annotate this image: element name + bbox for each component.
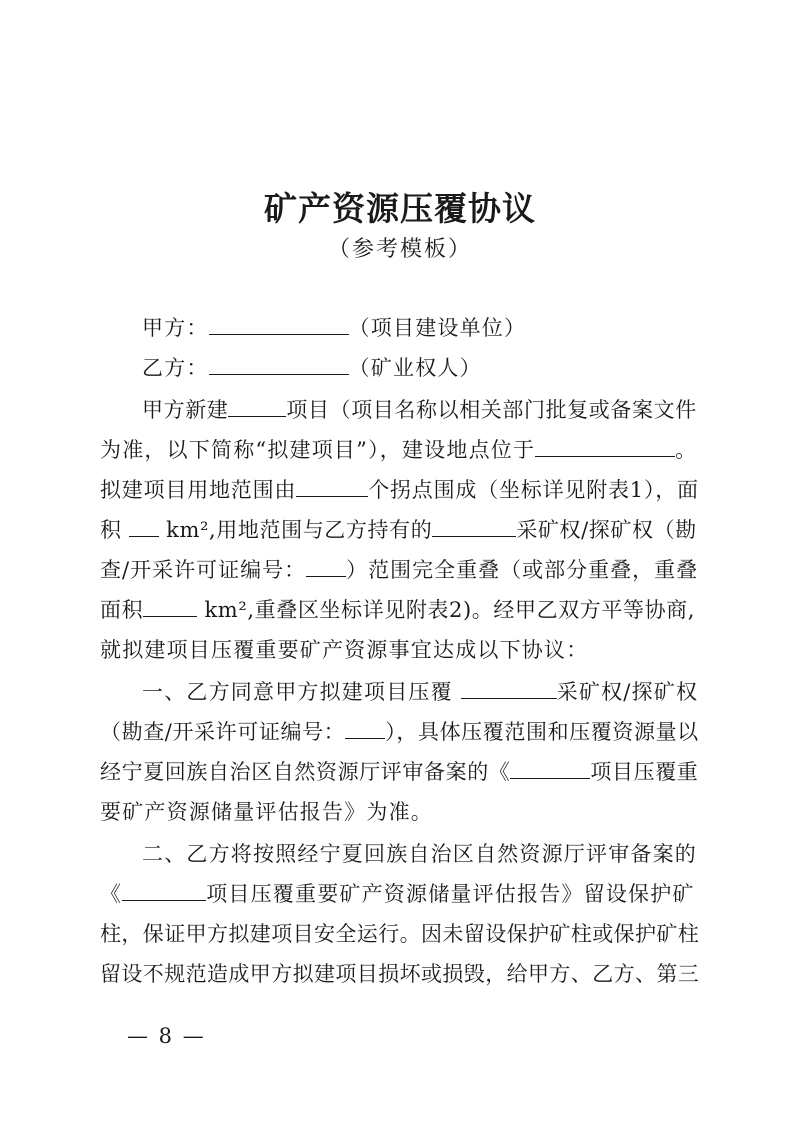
party-b-note: （矿业权人）: [348, 356, 482, 380]
paragraph-1-line-6: [100, 596, 700, 624]
paragraph-1-line-7: [100, 636, 700, 664]
text-segment: 一、乙方同意甲方拟建项目压覆: [142, 680, 453, 704]
paragraph-1-line-2: [100, 436, 700, 464]
location-blank: [535, 436, 675, 457]
text-segment: 项目压覆重要矿产资源储量评估报告》留设保护矿: [206, 882, 695, 906]
report-project-blank: [510, 758, 590, 779]
text-segment: 经宁夏回族自治区自然资源厅评审备案的《: [100, 760, 511, 784]
area-blank: [129, 516, 159, 537]
project-name-blank: [228, 396, 286, 417]
text-segment: 查/开采许可证编号：: [100, 558, 307, 582]
text-segment: km²,重叠区坐标详见附表2)。经甲乙双方平等协商,: [204, 598, 696, 622]
text-segment: 采矿权/探矿权: [556, 680, 699, 704]
corner-points-blank: [296, 476, 368, 497]
overlap-area-blank: [143, 596, 197, 617]
paragraph-3-line-4: [100, 960, 700, 988]
right-holder-blank: [432, 516, 516, 537]
text-segment: ）范围完全重叠（或部分重叠，重叠: [346, 558, 699, 582]
text-segment: 项目（项目名称以相关部门批复或备案文件: [286, 398, 697, 422]
text-segment: 面积: [100, 598, 144, 622]
permit-number-blank-2: [345, 718, 385, 739]
page-number: — 8 —: [127, 1024, 206, 1048]
report-project-blank-2: [122, 880, 206, 901]
text-segment: 为准，以下简称“拟建项目”），建设地点位于: [100, 438, 536, 462]
party-b-blank: [209, 354, 349, 375]
party-a-line: [142, 314, 700, 342]
paragraph-2-line-1: [142, 678, 700, 706]
text-segment: 项目压覆重: [590, 760, 699, 784]
text-segment: km²,用地范围与乙方持有的: [166, 518, 433, 542]
paragraph-3-line-1: [142, 840, 700, 868]
paragraph-1-line-5: [100, 556, 700, 584]
paragraph-1-line-3: [100, 476, 700, 504]
party-a-label: 甲方：: [142, 316, 209, 340]
text-segment: 要矿产资源储量评估报告》为准。: [100, 800, 433, 824]
document-subtitle: （参考模板）: [327, 237, 472, 262]
paragraph-1-line-4: [100, 516, 700, 544]
permit-number-blank: [306, 556, 346, 577]
text-segment: 就拟建项目压覆重要矿产资源事宜达成以下协议：: [100, 638, 589, 662]
text-segment: 柱，保证甲方拟建项目安全运行。因未留设保护矿柱或保护矿柱: [100, 922, 700, 946]
overlay-right-blank: [461, 678, 557, 699]
text-segment: 。: [675, 438, 698, 462]
party-a-blank: [209, 314, 349, 335]
text-segment: ），具体压覆范围和压覆资源量以: [385, 720, 699, 744]
paragraph-2-line-3: [100, 758, 700, 786]
text-segment: 《: [100, 882, 123, 906]
document-title: 矿产资源压覆协议: [264, 189, 536, 228]
text-segment: 留设不规范造成甲方拟建项目损坏或损毁，给甲方、乙方、第三: [100, 962, 700, 986]
paragraph-2-line-2: [100, 718, 700, 746]
paragraph-1-line-1: [142, 396, 700, 424]
text-segment: 积: [100, 518, 122, 542]
text-segment: 拟建项目用地范围由: [100, 478, 297, 502]
paragraph-2-line-4: [100, 798, 700, 826]
text-segment: 甲方新建: [142, 398, 229, 422]
paragraph-3-line-3: [100, 920, 700, 948]
party-b-label: 乙方：: [142, 356, 209, 380]
text-segment: 采矿权/探矿权（勘: [516, 518, 697, 542]
text-segment: 个拐点围成（坐标详见附表1），面: [368, 478, 699, 502]
text-segment: （勘查/开采许可证编号：: [100, 720, 346, 744]
text-segment: 二、乙方将按照经宁夏回族自治区自然资源厅评审备案的: [142, 842, 697, 866]
party-b-line: [142, 354, 700, 382]
paragraph-3-line-2: [100, 880, 700, 908]
party-a-note: （项目建设单位）: [348, 316, 527, 340]
